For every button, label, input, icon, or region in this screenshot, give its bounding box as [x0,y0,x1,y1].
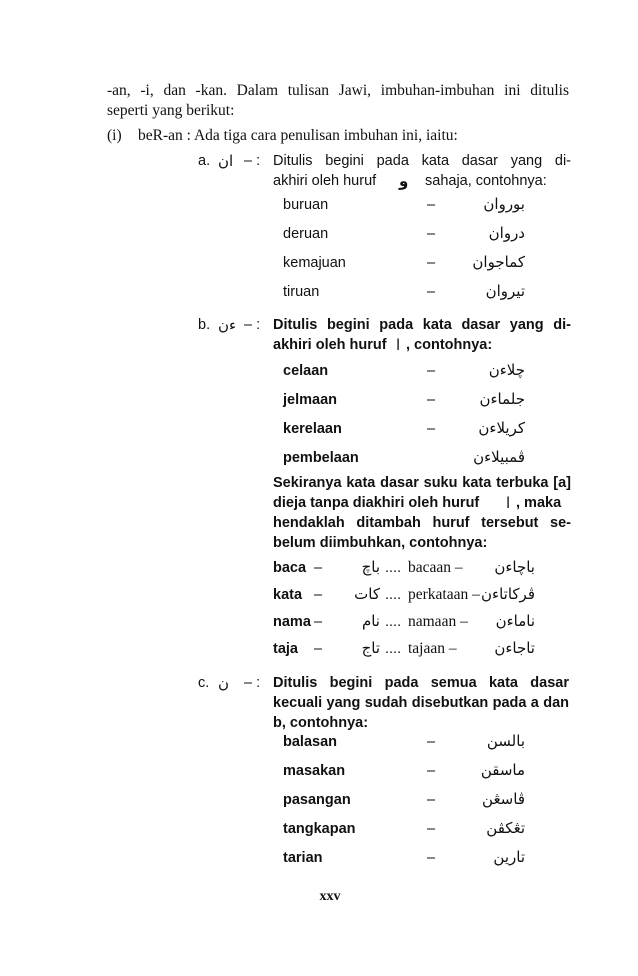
item-heading: beR-an : Ada tiga cara penulisan imbuhan ini, iaitu: [138,127,458,144]
pair-derived-jawi: تاجاءن [494,639,535,657]
section-a-desc-line-1: Ditulis begini pada kata dasar yang di- [273,153,571,169]
pair-dash: – [314,587,323,603]
section-b-note-line-2b: , maka [516,495,562,511]
example-rumi: tiruan [283,284,320,300]
example-jawi: بوروان [483,195,525,213]
section-b-desc-line-1: Ditulis begini pada kata dasar yang di- [273,317,571,333]
section-b-note-line-2a: dieja tanpa diakhiri oleh huruf [273,495,480,511]
pair-base-jawi: تاج [361,639,380,657]
example-rumi: balasan [283,734,337,750]
example-dash: – [427,734,436,750]
pair-derived-jawi: ڤرکاتاءن [481,585,535,603]
pair-derived-jawi: ناماءن [495,612,535,630]
section-c-desc-line-1: Ditulis begini pada semua kata dasar [273,675,569,691]
example-rumi: buruan [283,197,329,213]
example-rumi: kerelaan [283,421,342,437]
example-rumi: celaan [283,363,329,379]
section-b-letter-alif: ا [396,336,401,354]
pair-base-jawi: کات [354,585,380,603]
pair-dash: – [314,641,323,657]
example-rumi: tangkapan [283,821,356,837]
pair-derived: tajaan – [408,640,457,657]
section-c-dash-colon: – : [244,675,261,691]
example-jawi: تارين [493,848,525,866]
example-jawi: کريلاءن [478,419,525,437]
example-dash: – [427,821,436,837]
section-b-note-line-4: belum diimbuhkan, contohnya: [273,535,488,551]
example-jawi: ماسقن [480,761,525,779]
pair-base-jawi: باچ [361,558,380,576]
example-jawi: بالسن [486,732,525,750]
example-dash: – [427,284,436,300]
section-b-desc-line-2a: akhiri oleh huruf [273,337,387,353]
pair-dash: – [314,614,323,630]
pair-derived: perkataan – [408,586,480,603]
example-rumi: deruan [283,226,329,242]
pair-derived: bacaan – [408,559,463,576]
example-dash: – [427,421,436,437]
example-jawi: جلماءن [479,390,525,408]
section-a-letter: a. [198,153,211,169]
intro-line-2: seperti yang berikut: [107,102,235,119]
section-a-desc-line-2a: akhiri oleh huruf [273,173,377,189]
pair-dots: .... [385,587,402,603]
intro-line-1: -an, -i, dan -kan. Dalam tulisan Jawi, imbuhan-imbuhan ini ditulis [107,82,569,99]
section-a-letter-wau: و [399,172,409,190]
pair-base: baca [273,560,307,576]
example-dash: – [427,392,436,408]
pair-base: kata [273,587,303,603]
example-dash: – [427,763,436,779]
section-b-note-line-3: hendaklah ditambah huruf tersebut se- [273,515,571,531]
example-rumi: kemajuan [283,255,346,271]
example-dash: – [427,197,436,213]
pair-dash: – [314,560,323,576]
section-b-note-line-1: Sekiranya kata dasar suku kata terbuka [a] [273,475,571,491]
pair-base: nama [273,614,311,630]
example-jawi: تڠکڤن [486,819,525,837]
pair-derived-jawi: باچاءن [494,558,535,576]
example-rumi: pembelaan [283,450,359,466]
section-b-note-letter-alif: ا [506,494,511,512]
example-rumi: tarian [283,850,323,866]
section-a-jawi-suffix: ان [218,152,234,170]
pair-derived: namaan – [408,613,468,630]
example-jawi: کماجوان [472,253,525,271]
example-dash: – [427,226,436,242]
example-dash: – [427,363,436,379]
example-jawi: چلاءن [488,361,525,379]
pair-dots: .... [385,641,402,657]
section-a-desc-line-2b: sahaja, contohnya: [425,173,547,189]
example-jawi: دروان [488,224,525,242]
example-rumi: masakan [283,763,346,779]
pair-dots: .... [385,614,402,630]
section-c-desc-line-3: b, contohnya: [273,715,369,731]
section-b-letter: b. [198,317,211,333]
pair-base: taja [273,641,298,657]
section-c-letter: c. [198,675,210,691]
section-a-dash-colon: – : [244,153,261,169]
section-b-desc-line-2b: , contohnya: [406,337,493,353]
section-c-desc-line-2: kecuali yang sudah disebutkan pada a dan [273,695,569,711]
section-c-jawi-suffix: ن [218,674,230,692]
example-dash: – [427,255,436,271]
example-rumi: jelmaan [283,392,337,408]
example-dash: – [427,850,436,866]
pair-base-jawi: نام [361,612,380,630]
example-jawi: ڤاسڠن [482,790,525,808]
example-jawi: ڤمبيلاءن [473,448,525,466]
page-number: xxv [319,889,341,904]
example-rumi: pasangan [283,792,351,808]
example-jawi: تيروان [485,282,525,300]
item-number: (i) [107,127,122,144]
section-b-dash-colon: – : [244,317,261,333]
example-dash: – [427,792,436,808]
section-b-jawi-suffix: ءن [218,316,237,334]
pair-dots: .... [385,560,402,576]
